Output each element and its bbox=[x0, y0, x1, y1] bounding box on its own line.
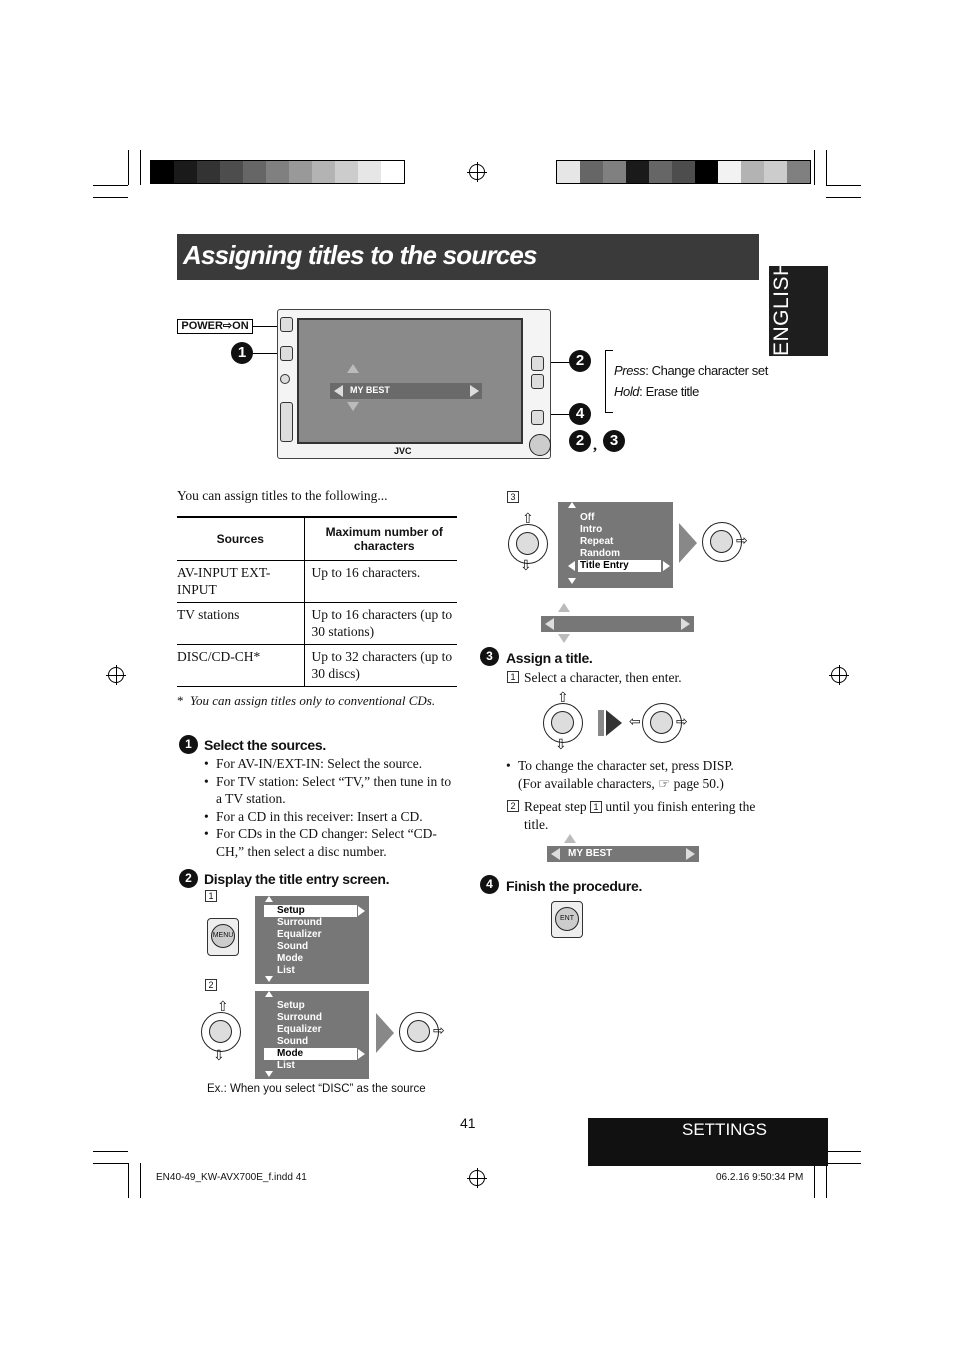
next-arrow-icon bbox=[606, 710, 622, 736]
menu-item-mode[interactable]: Mode bbox=[277, 1048, 304, 1059]
step-3-substep-2: Repeat step 1 until you finish entering the title. bbox=[524, 799, 756, 832]
leader-line bbox=[253, 353, 277, 354]
step-3-bullet: • To change the character set, press DISP. (For available characters, ☞ page 50.) bbox=[506, 758, 734, 791]
menu-item-title-entry[interactable]: Title Entry bbox=[580, 560, 629, 571]
footer-filename: EN40-49_KW-AVX700E_f.indd 41 bbox=[156, 1172, 307, 1183]
down-arrow-icon bbox=[347, 402, 359, 411]
right-arrow-icon bbox=[470, 385, 479, 397]
substep-number: 3 bbox=[507, 491, 519, 503]
table-cell: Up to 16 characters (up to 30 stations) bbox=[304, 602, 457, 644]
list-item: • For AV-IN/EXT-IN: Select the source. bbox=[204, 756, 423, 771]
page-number: 41 bbox=[460, 1115, 476, 1131]
table-cell: AV-INPUT EXT-INPUT bbox=[177, 560, 304, 602]
menu-button[interactable] bbox=[531, 410, 544, 425]
title-bar bbox=[177, 234, 759, 280]
dial-center bbox=[516, 532, 539, 555]
ent-button[interactable] bbox=[551, 901, 583, 938]
crop-mark bbox=[93, 197, 128, 198]
crop-mark bbox=[826, 1163, 827, 1198]
language-tab-label: ENGLISH bbox=[770, 260, 793, 356]
title-result-bar bbox=[547, 846, 699, 862]
title-result-text: MY BEST bbox=[568, 848, 613, 859]
crop-mark bbox=[826, 185, 861, 186]
intro-text: You can assign titles to the following... bbox=[177, 488, 388, 503]
power-label: POWER⇨ON bbox=[177, 319, 253, 334]
leader-line bbox=[253, 326, 277, 327]
press-note: Press: Change character set bbox=[614, 363, 768, 378]
callout-3: 3 bbox=[603, 430, 625, 452]
down-arrow-icon: ⇩ bbox=[520, 559, 532, 574]
left-arrow-icon bbox=[334, 385, 343, 397]
receiver-unit bbox=[277, 309, 551, 459]
down-arrow-icon: ⇩ bbox=[555, 738, 567, 753]
page-title: Assigning titles to the sources bbox=[183, 240, 537, 270]
footer-timestamp: 06.2.16 9:50:34 PM bbox=[716, 1172, 804, 1183]
up-arrow-icon bbox=[568, 502, 576, 508]
crop-mark bbox=[140, 1163, 141, 1198]
menu-item-sound[interactable]: Sound bbox=[277, 941, 309, 952]
menu-highlight bbox=[578, 560, 661, 572]
power-button[interactable] bbox=[280, 317, 293, 332]
screen-title-text: MY BEST bbox=[350, 385, 390, 395]
source-button[interactable] bbox=[280, 346, 293, 361]
title-entry-bar bbox=[541, 616, 694, 632]
step-3-title: Assign a title. bbox=[506, 650, 593, 666]
next-arrow-icon bbox=[376, 1013, 394, 1053]
motion-line bbox=[598, 710, 604, 736]
menu-item-list[interactable]: List bbox=[277, 965, 295, 976]
callout-4: 4 bbox=[569, 403, 591, 425]
bracket bbox=[605, 350, 613, 413]
menu-button[interactable] bbox=[207, 918, 239, 956]
crop-mark bbox=[140, 150, 141, 185]
color-bar-right bbox=[556, 160, 811, 184]
registration-mark bbox=[108, 667, 124, 683]
step-4-title: Finish the procedure. bbox=[506, 878, 643, 894]
push-arrow-icon: ⇨ bbox=[676, 715, 688, 730]
leader-line bbox=[551, 362, 571, 363]
menu-item-sound[interactable]: Sound bbox=[277, 1036, 309, 1047]
step-3-substep-1: Select a character, then enter. bbox=[524, 670, 682, 685]
registration-mark bbox=[831, 667, 847, 683]
step-1-title: Select the sources. bbox=[204, 737, 326, 753]
ent-button[interactable] bbox=[531, 374, 544, 389]
dial-center bbox=[209, 1020, 232, 1043]
left-arrow-icon bbox=[545, 618, 554, 630]
step-1-bullets bbox=[204, 755, 460, 860]
device-screen bbox=[297, 318, 523, 444]
step-4-number: 4 bbox=[480, 875, 499, 894]
left-arrow-icon bbox=[568, 561, 575, 571]
menu-item-off[interactable]: Off bbox=[580, 512, 595, 523]
table-header-row bbox=[177, 517, 457, 560]
crop-mark bbox=[826, 1151, 861, 1152]
crop-mark bbox=[128, 1163, 129, 1198]
list-item: • For TV station: Select “TV,” then tune in to a TV station. bbox=[204, 773, 452, 806]
screen-title-bar bbox=[330, 383, 482, 399]
menu-highlight bbox=[264, 1048, 357, 1060]
right-arrow-icon bbox=[686, 848, 695, 860]
dial-center bbox=[551, 711, 574, 734]
menu-item-mode[interactable]: Mode bbox=[277, 953, 304, 964]
crop-mark bbox=[826, 197, 861, 198]
table-cell: Up to 32 characters (up to 30 discs) bbox=[304, 644, 457, 686]
left-arrow-icon bbox=[551, 848, 560, 860]
substep-number: 2 bbox=[205, 979, 217, 991]
section-tab bbox=[588, 1118, 828, 1166]
substep-number: 1 bbox=[205, 890, 217, 902]
down-arrow-icon bbox=[265, 1071, 273, 1077]
menu-item-random[interactable]: Random bbox=[580, 548, 620, 559]
callout-1: 1 bbox=[231, 342, 253, 364]
hold-note: Hold: Erase title bbox=[614, 384, 699, 399]
menu-screen-1 bbox=[255, 896, 369, 984]
menu-button-label: MENU bbox=[211, 924, 235, 948]
disp-button[interactable] bbox=[531, 356, 544, 371]
up-arrow-icon bbox=[265, 896, 273, 902]
menu-item-equalizer[interactable]: Equalizer bbox=[277, 929, 322, 940]
table-row bbox=[177, 644, 457, 686]
control-dial[interactable] bbox=[529, 434, 551, 456]
down-arrow-icon bbox=[265, 976, 273, 982]
leader-line bbox=[551, 414, 571, 415]
crop-mark bbox=[93, 185, 128, 186]
table-cell: DISC/CD-CH* bbox=[177, 644, 304, 686]
down-arrow-icon bbox=[568, 578, 576, 584]
brand-logo: JVC bbox=[394, 446, 412, 456]
menu-item-setup[interactable]: Setup bbox=[277, 905, 305, 916]
menu-screen-2 bbox=[255, 991, 369, 1079]
step-2-title: Display the title entry screen. bbox=[204, 871, 390, 887]
menu-item-repeat[interactable]: Repeat bbox=[580, 536, 614, 547]
right-arrow-icon bbox=[663, 561, 670, 571]
table-header: Maximum number of characters bbox=[304, 517, 457, 560]
down-arrow-icon: ⇩ bbox=[213, 1049, 225, 1064]
dial-center bbox=[407, 1020, 430, 1043]
next-arrow-icon bbox=[679, 523, 697, 563]
menu-highlight bbox=[264, 905, 357, 917]
menu-item-surround[interactable]: Surround bbox=[277, 1012, 322, 1023]
table-cell: TV stations bbox=[177, 602, 304, 644]
list-item: • For a CD in this receiver: Insert a CD. bbox=[204, 808, 423, 824]
table-footnote: * You can assign titles only to conventional CDs. bbox=[177, 693, 436, 708]
sources-table bbox=[177, 516, 457, 687]
color-bar-left bbox=[150, 160, 405, 184]
table-cell: Up to 16 characters. bbox=[304, 560, 457, 602]
language-tab bbox=[769, 260, 828, 356]
push-arrow-icon: ⇨ bbox=[736, 534, 748, 549]
table-header: Sources bbox=[177, 517, 304, 560]
up-arrow-icon: ⇧ bbox=[217, 1000, 229, 1015]
callout-2: 2 bbox=[569, 350, 591, 372]
ent-button-label: ENT bbox=[555, 907, 579, 931]
substep-number: 1 bbox=[507, 671, 519, 683]
up-arrow-icon bbox=[558, 603, 570, 612]
up-arrow-icon: ⇧ bbox=[557, 691, 569, 706]
crop-mark bbox=[128, 150, 129, 185]
registration-mark bbox=[469, 1170, 485, 1186]
control-dial-icon bbox=[201, 1012, 241, 1052]
up-arrow-icon: ⇧ bbox=[522, 512, 534, 527]
example-caption: Ex.: When you select “DISC” as the source bbox=[207, 1083, 426, 1095]
right-arrow-icon bbox=[358, 1049, 365, 1059]
menu-item-setup[interactable]: Setup bbox=[277, 1000, 305, 1011]
menu-item-surround[interactable]: Surround bbox=[277, 917, 322, 928]
menu-item-equalizer[interactable]: Equalizer bbox=[277, 1024, 322, 1035]
up-arrow-icon bbox=[265, 991, 273, 997]
dial-center bbox=[710, 530, 733, 553]
right-arrow-icon bbox=[358, 906, 365, 916]
down-arrow-icon bbox=[558, 634, 570, 643]
list-item: • For CDs in the CD changer: Select “CD-CH,” then select a disc number. bbox=[204, 826, 437, 859]
section-tab-label: SETTINGS bbox=[682, 1120, 768, 1139]
crop-mark bbox=[826, 1163, 861, 1164]
right-arrow-icon bbox=[681, 618, 690, 630]
push-arrow-icon: ⇨ bbox=[433, 1024, 445, 1039]
step-1-number: 1 bbox=[179, 735, 198, 754]
callout-comma: , bbox=[593, 437, 597, 454]
table-row bbox=[177, 560, 457, 602]
dial-center bbox=[650, 711, 673, 734]
sensor-icon bbox=[280, 374, 290, 384]
registration-mark bbox=[469, 164, 485, 180]
crop-mark bbox=[826, 150, 827, 185]
menu-item-list[interactable]: List bbox=[277, 1060, 295, 1071]
menu-item-intro[interactable]: Intro bbox=[580, 524, 603, 535]
crop-mark bbox=[814, 150, 815, 185]
crop-mark bbox=[93, 1151, 128, 1152]
step-2-number: 2 bbox=[179, 869, 198, 888]
menu-screen-3 bbox=[558, 502, 673, 588]
callout-2b: 2 bbox=[569, 430, 591, 452]
volume-button[interactable] bbox=[280, 402, 293, 442]
step-3-number: 3 bbox=[480, 647, 499, 666]
step-reference: 1 bbox=[590, 801, 602, 813]
table-row bbox=[177, 602, 457, 644]
crop-mark bbox=[93, 1163, 128, 1164]
crop-mark bbox=[814, 1163, 815, 1198]
up-arrow-icon bbox=[564, 834, 576, 843]
left-arrow-icon: ⇦ bbox=[629, 715, 641, 730]
substep-number: 2 bbox=[507, 800, 519, 812]
up-arrow-icon bbox=[347, 364, 359, 373]
